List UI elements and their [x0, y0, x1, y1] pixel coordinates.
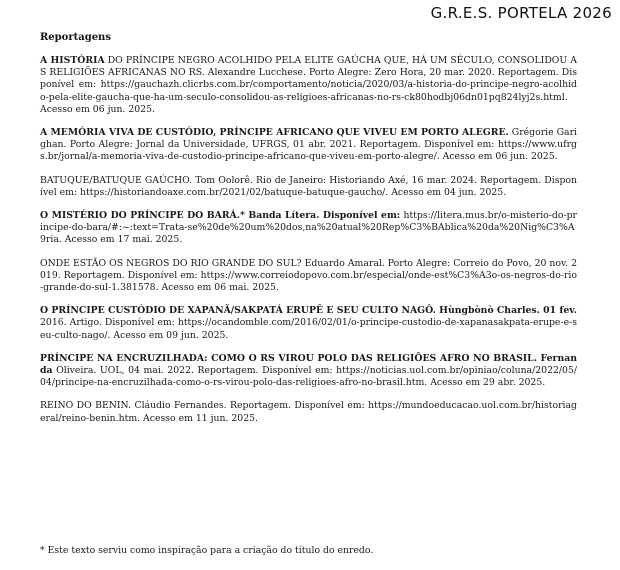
reference-body: REINO DO BENIN. Cláudio Fernandes. Reportagem. Disponível em: https://mundoeducacao.uol.com.br/historiageral/reino-benin.htm. Acesso em 11 jun. 2025. [40, 400, 577, 424]
footnote: * Este texto serviu como inspiração para a criação do título do enredo. [40, 545, 374, 556]
reference-title: O MISTÉRIO DO PRÍNCIPE DO BARÁ.* Banda Lítera. Disponível em: [40, 210, 401, 222]
reference-item [40, 353, 577, 390]
reference-body: ONDE ESTÃO OS NEGROS DO RIO GRANDE DO SUL? Eduardo Amaral. Porto Alegre: Correio do Povo, 20 nov. 2019. Reportagem. Disponível em: https://www.correiodopovo.com.br/especial/onde-est%C3%A3o-os-negros-do-rio-grande-do-sul-1.381578. Acesso em 06 mai. 2025. [40, 257, 577, 294]
reference-body: https://litera.mus.br/o-misterio-do-principe-do-bara/#:~:text=Trata-se%20de%20um%20dos,na%20atual%20Rep%C3%BAblica%20da%20Nig%C3%A9ria. Acesso em 17 mai. 2025. [40, 210, 577, 246]
reference-list [40, 55, 577, 436]
reference-item [40, 127, 577, 164]
reference-title: PRÍNCIPE NA ENCRUZILHADA: COMO O RS VIROU POLO DAS RELIGIÕES AFRO NO BRASIL. Fernanda [40, 352, 577, 377]
reference-body: DO PRÍNCIPE NEGRO ACOLHIDO PELA ELITE GAÚCHA QUE, HÁ UM SÉCULO, CONSOLIDOU AS RELIGIÕES AFRICANAS NO RS. Alexandre Lucchese. Porto Alegre: Zero Hora, 20 mar. 2020. Reportagem. Disponível em: https://gauchazh.clicrbs.com.br/comportamento/noticia/2020/03/a-historia-do-principe-negro-acolhido-pela-elite-gaucha-que-ha-um-seculo-consolidou-as-religioes-africanas-no-rs-ck80hodbj06dn01pq824lyj2s.html. Acesso em 06 jun. 2025. [40, 55, 577, 115]
reference-item [40, 258, 577, 295]
section-title: Reportagens [40, 32, 111, 43]
document-header: G.R.E.S. PORTELA 2026 [430, 4, 612, 22]
reference-body: 2016. Artigo. Disponível em: https://ocandomble.com/2016/02/01/o-principe-custodio-de-xapanasakpata-erupe-e-seu-culto-nago/. Acesso em 09 jun. 2025. [40, 317, 577, 341]
reference-body: Oliveira. UOL, 04 mai. 2022. Reportagem. Disponível em: https://noticias.uol.com.br/opiniao/coluna/2022/05/04/principe-na-encruzilhada-como-o-rs-virou-polo-das-religioes-afro-no-brasil.htm. Acesso em 29 abr. 2025. [40, 365, 577, 389]
reference-item [40, 55, 577, 116]
reference-item [40, 305, 577, 342]
reference-body: Grégorie Garighan. Porto Alegre: Jornal da Universidade, UFRGS, 01 abr. 2021. Reportagem. Disponível em: https://www.ufrgs.br/jornal/a-memoria-viva-de-custodio-principe-africano-que-viveu-em-porto-alegre/. Acesso em 06 jun. 2025. [40, 127, 577, 163]
reference-item [40, 210, 577, 247]
reference-item [40, 175, 577, 199]
reference-title: A MEMÓRIA VIVA DE CUSTÓDIO, PRÍNCIPE AFRICANO QUE VIVEU EM PORTO ALEGRE. [40, 127, 509, 139]
reference-body: BATUQUE/BATUQUE GAÚCHO. Tom Oolorê. Rio de Janeiro: Historiando Axé, 16 mar. 2024. Reportagem. Disponível em: https://historiandoaxe.com.br/2021/02/batuque-batuque-gaucho/. Acesso em 04 jun. 2025. [40, 174, 577, 198]
reference-title: A HISTÓRIA [40, 55, 105, 66]
reference-title: O PRÍNCIPE CUSTÓDIO DE XAPANÃ/SAKPATÁ ERUPÊ E SEU CULTO NAGÔ. Hùngbònò Charles. 01 fev. [40, 305, 577, 317]
reference-item [40, 400, 577, 424]
